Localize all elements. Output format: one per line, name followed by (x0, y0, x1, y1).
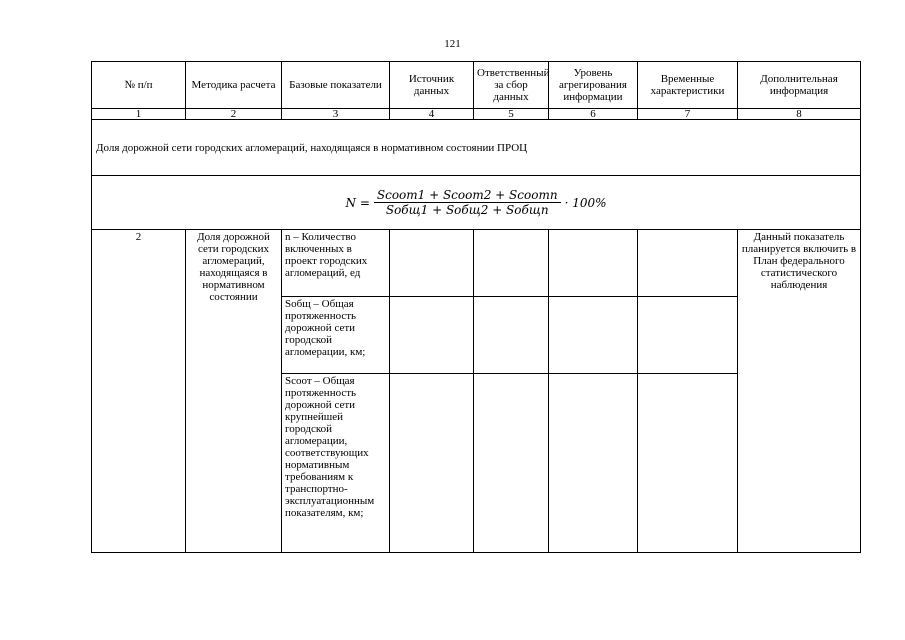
column-number-row (92, 109, 861, 120)
formula-numerator: Sсоот1 + Sсоот2 + Sсоотn (374, 189, 561, 203)
column-number: 2 (186, 109, 282, 120)
header-row (92, 62, 861, 109)
column-number: 1 (92, 109, 186, 120)
column-number: 5 (474, 109, 549, 120)
base-indicator-ssoot: Sсоот – Общая протяженность дорожной сети крупнейшей городской агломерации, соответствующих нормативным требованиям к транспортно-эксплуатационным показателям, км; (282, 374, 390, 553)
column-number: 7 (638, 109, 738, 120)
page-number: 121 (444, 38, 461, 50)
indicator-title: Доля дорожной сети городских агломераций, находящаяся в нормативном состоянии ПРОЦ (92, 120, 861, 176)
header-cell: Методика расчета (186, 62, 282, 109)
formula-rhs: · 100% (564, 195, 607, 210)
empty-cell (390, 297, 474, 374)
empty-cell (474, 297, 549, 374)
formula-fraction (374, 189, 561, 216)
indicator-title-row (92, 120, 861, 176)
empty-cell (549, 230, 638, 297)
empty-cell (638, 374, 738, 553)
empty-cell (549, 297, 638, 374)
formula-denominator: Sобщ1 + Sобщ2 + Sобщn (385, 203, 549, 217)
empty-cell (638, 297, 738, 374)
formula-lhs: N = (345, 195, 370, 210)
row-number: 2 (92, 230, 186, 553)
empty-cell (474, 230, 549, 297)
base-indicator-sobshch: Sобщ – Общая протяженность дорожной сети городской агломерации, км; (282, 297, 390, 374)
column-number: 4 (390, 109, 474, 120)
header-cell: № п/п (92, 62, 186, 109)
header-cell: Источник данных (390, 62, 474, 109)
formula-row (92, 176, 861, 230)
empty-cell (638, 230, 738, 297)
table-row (92, 230, 861, 297)
formula-cell (92, 176, 861, 230)
base-indicator-n: n – Количество включенных в проект городских агломераций, ед (282, 230, 390, 297)
column-number: 3 (282, 109, 390, 120)
indicator-table (91, 61, 861, 553)
header-cell: Базовые показатели (282, 62, 390, 109)
header-cell: Дополнительная информация (738, 62, 861, 109)
header-cell: Временные характеристики (638, 62, 738, 109)
column-number: 6 (549, 109, 638, 120)
empty-cell (390, 230, 474, 297)
empty-cell (549, 374, 638, 553)
method-cell: Доля дорожной сети городских агломераций, находящаяся в нормативном состоянии (186, 230, 282, 553)
column-number: 8 (738, 109, 861, 120)
empty-cell (474, 374, 549, 553)
header-cell: Уровень агрегирования информации (549, 62, 638, 109)
additional-info-cell: Данный показатель планируется включить в План федерального статистического наблюдения (738, 230, 861, 553)
header-cell: Ответственный за сбор данных (474, 62, 549, 109)
formula (346, 189, 607, 216)
empty-cell (390, 374, 474, 553)
